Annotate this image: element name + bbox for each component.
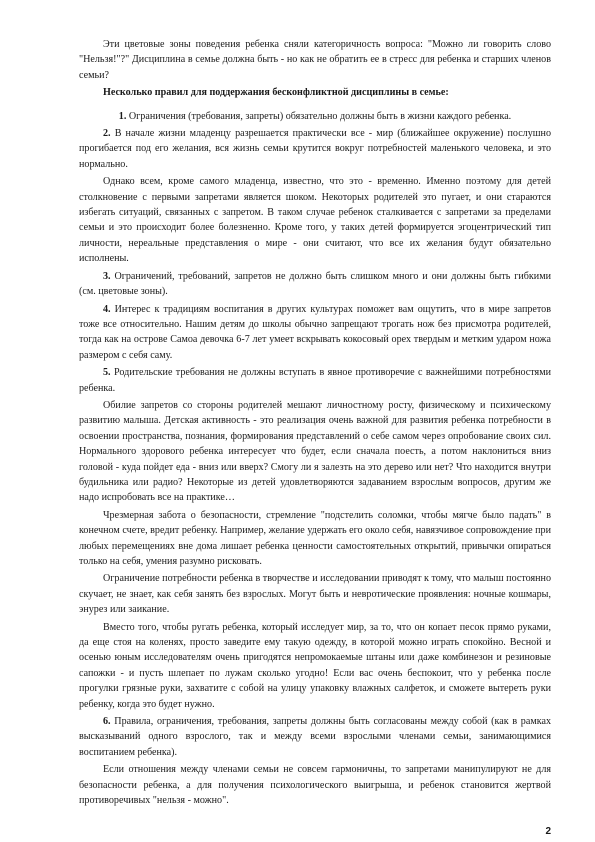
rule-3: [79, 269, 551, 300]
rule-6-number: 6.: [103, 716, 111, 728]
rule-3-text: Ограничений, требований, запретов не должно быть слишком много и они должны быть гибкими (см. цветовые зоны).: [79, 270, 551, 298]
paragraph-vmesto: Вместо того, чтобы ругать ребенка, который исследует мир, за то, что он копает песок прямо руками, да еще стоя на коленях, просто заведите ему такую одежду, в которой можно играть спокойно. Весной и осенью юным исследователям очень пригодятся непромокаемые штаны или даже комбинезон и резиновые сапожки - и пусть шлепает по лужам сколько угодно! Если вас очень беспокоит, что у ребенка после прогулки грязные руки, захватите с собой на улицу упаковку влажных салфеток, и сможете вытереть руки ребенку, когда это будет нужно.: [79, 621, 551, 710]
document-body: [79, 37, 551, 811]
rule-1: [79, 109, 551, 124]
rule-1-text: Ограничения (требования, запреты) обязательно должны быть в жизни каждого ребенка.: [128, 110, 512, 122]
rule-5-number: 5.: [103, 367, 111, 379]
paragraph-age: Однако всем, кроме самого младенца, известно, что это - временно. Именно поэтому для детей столкновение с первыми запретами является шоком. Некоторых родителей это пугает, и они стараются избегать ситуаций, связанных с запретом. В таком случае ребенок сталкивается с запретами за пределами семьи и это происходит более болезненно. Кроме того, у таких детей формируется эгоцентрический тип личности, нереальные представления о мире - они считают, что все их желания будут обязательно исполнены.: [79, 176, 551, 265]
paragraph-ogranichenie: Ограничение потребности ребенка в творчестве и исследовании приводят к тому, что малыш постоянно скучает, не знает, как себя занять без взрослых. Могут быть и невротические проявления: ночные кошмары, энурез или заикание.: [79, 573, 551, 616]
rule-1-number: 1.: [118, 110, 127, 122]
rule-6-text: Правила, ограничения, требования, запреты должны быть согласованы между собой (как в рамках высказываний одного взрослого, так и между всеми взрослыми членами семьи, занимающимися воспитанием ребенка).: [79, 716, 551, 758]
rule-2-number: 2.: [103, 128, 111, 140]
paragraph-zabota: Чрезмерная забота о безопасности, стремление "подстелить соломки, чтобы мягче было падать" в конечном счете, вредит ребенку. Например, желание удержать его около себя, навязчивое сопровождение при любых перемещениях вне дома лишает ребенка ценности самостоятельных открытий, привычки опираться только на себя, умения разумно рисковать.: [79, 509, 551, 567]
page-number: 2: [545, 826, 551, 837]
rule-4: [79, 302, 551, 364]
rule-5: [79, 365, 551, 396]
paragraph-obilie: Обилие запретов со стороны родителей мешают личностному росту, физическому и психическому развитию малыша. Детская активность - это реализация очень важной для развития ребенка потребности в освоении пространства, познания, формирования представлений о себе самом через опробование своих сил. Нормального здорового ребенка интересует что будет, если сначала поесть, а потом наклониться вниз головой - куда пойдет еда - вниз или вверх? Смогу ли я залезть на это дерево или нет? Что находится внутри будильника или радио? Некоторые из детей удовлетворяются задаванием взрослым вопросов, другим же надо испробовать все на практике…: [79, 399, 551, 504]
rule-2: [79, 126, 551, 172]
rules-heading: Несколько правил для поддержания бесконфликтной дисциплины в семье:: [103, 87, 449, 99]
rule-2-text: В начале жизни младенцу разрешается практически все - мир (ближайшее окружение) послушно прогибается под его желания, вся жизнь семьи крутится вокруг потребностей маленького человека, и это нормально.: [79, 128, 551, 170]
rule-6: [79, 714, 551, 760]
rule-5-text: Родительские требования не должны вступать в явное противоречие с важнейшими потребностями ребенка.: [79, 367, 551, 394]
rule-4-text: Интерес к традициям воспитания в других культурах поможет вам ощутить, что в мире запретов тоже все относительно. Нашим детям до школы обычно запрещают трогать нож без присмотра родителей, тогда как на острове Самоа девочка 6-7 лет умеет вскрывать кокосовый орех твердым и метким ударом ножа размером с себя саму.: [79, 303, 551, 361]
paragraph-final: Если отношения между членами семьи не совсем гармоничны, то запретами манипулируют не для безопасности ребенка, а для получения психологического выигрыша, и ребенок становится жертвой противоречивых "нельзя - можно".: [79, 764, 551, 807]
rule-3-number: 3.: [103, 270, 111, 282]
intro-paragraph: Эти цветовые зоны поведения ребенка сняли категоричность вопроса: "Можно ли говорить слово "Нельзя!"?" Дисциплина в семье должна быть - но как не обратить ее в стресс для ребенка и старших членов семьи?: [79, 39, 551, 81]
rule-4-number: 4.: [103, 303, 111, 315]
